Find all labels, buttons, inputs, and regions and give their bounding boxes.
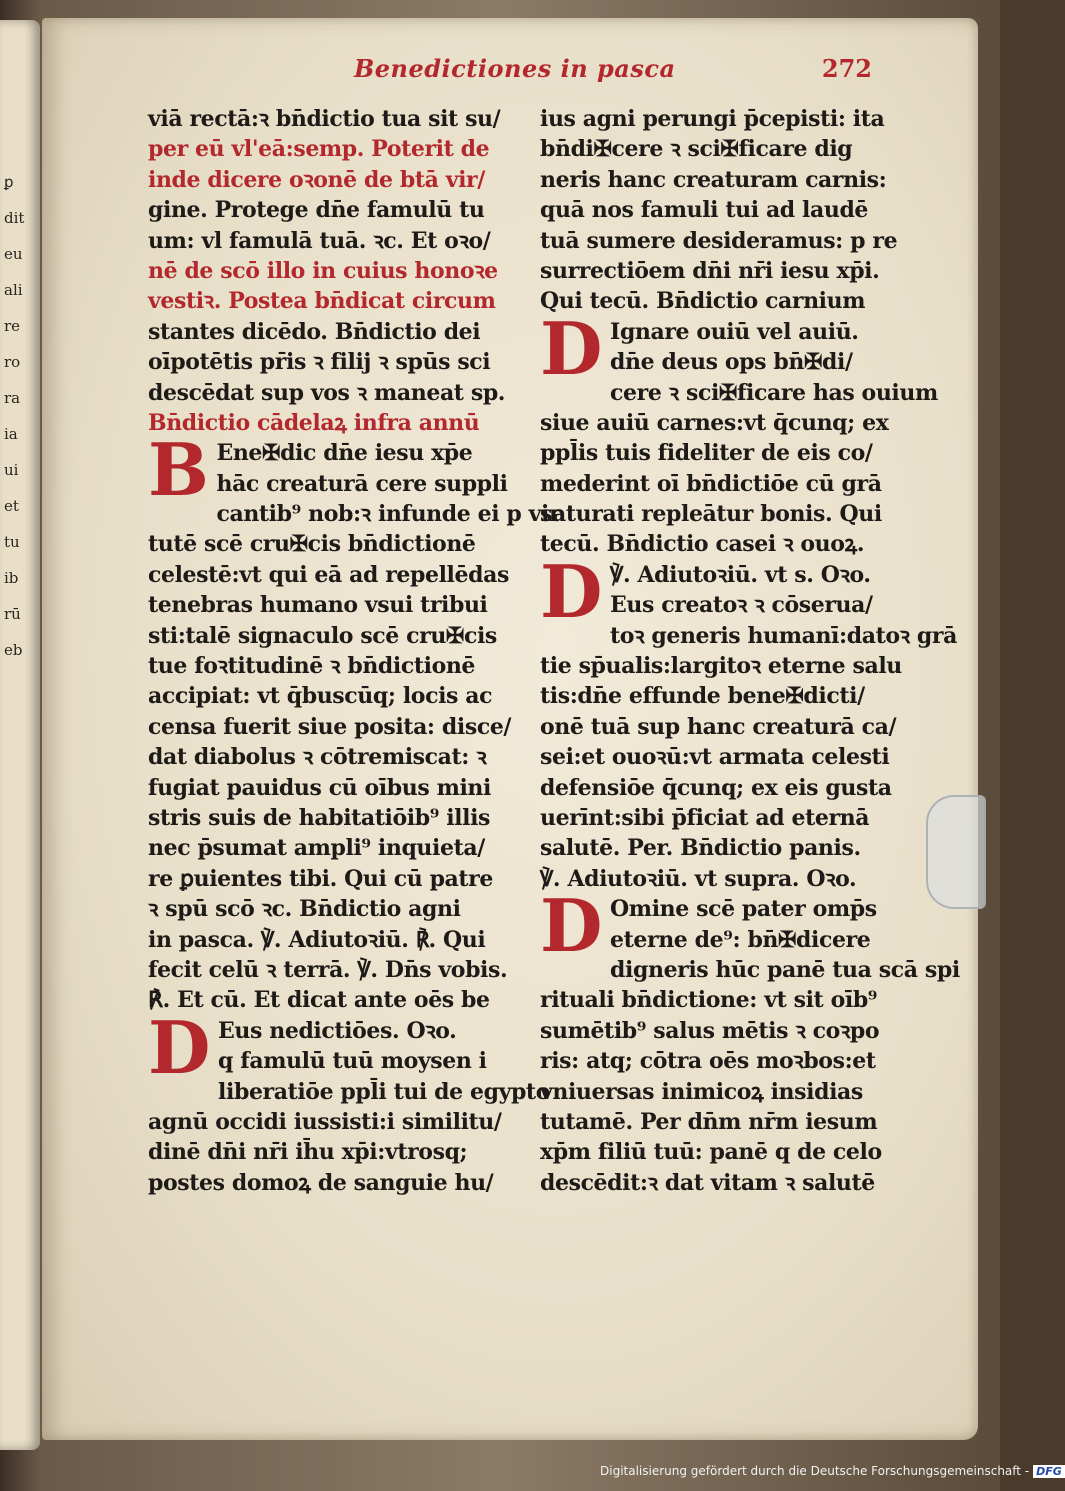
text-line: ℣. Adiutoꝛiū. vt s. Oꝛo.	[610, 561, 871, 588]
text-line: inde dicere oꝛonē de btā vir/	[148, 166, 485, 193]
page-header	[354, 50, 914, 90]
text-line: um: vl famulā tuā. ꝛc. Et oꝛo/	[148, 227, 491, 254]
text-line: eterne de⁹: bn̄✠dicere	[610, 926, 871, 953]
text-line: neris hanc creaturam carnis:	[540, 166, 887, 193]
text-line: onē tuā sup hanc creaturā ca/	[540, 713, 897, 740]
previous-page-fragment: tu	[4, 533, 20, 551]
text-line: celestē:vt qui eā ad repellēdas	[148, 561, 509, 588]
running-head: Benedictiones in pasca	[354, 54, 676, 83]
text-line: dat diabolus ꝛ cōtremiscat: ꝛ	[148, 744, 487, 771]
previous-page-fragment: et	[4, 497, 19, 515]
text-line: dinē dn̄i nr̄i ih̄u xp̄i:vtrosq;	[148, 1139, 468, 1166]
text-line: cere ꝛ sci✠ficare has ouium	[610, 379, 938, 406]
rubricated-initial: D	[540, 305, 603, 391]
text-line: tenebras humano vsui tribui	[148, 592, 488, 619]
text-line: fugiat pauidus cū oībus mini	[148, 774, 491, 801]
text-line: descēdat sup vos ꝛ maneat sp.	[148, 379, 506, 406]
previous-page-fragment: rū	[4, 605, 21, 623]
text-line: ris: atq; cōtra oēs moꝛbos:et	[540, 1048, 876, 1075]
text-line: postes domoꝝ de sanguie hu/	[148, 1169, 494, 1196]
text-line: stantes dicēdo. Bn̄dictio dei	[148, 318, 481, 345]
text-line: Qui tecū. Bn̄dictio carnium	[540, 288, 866, 315]
text-line: ius agni perungi p̄cepisti: ita	[540, 106, 885, 132]
text-line: Bn̄dictio cādelaꝝ infra annū	[148, 409, 480, 436]
text-line: toꝛ generis humanī:datoꝛ grā	[610, 622, 957, 649]
text-line: descēdit:ꝛ dat vitam ꝛ salutē	[540, 1169, 875, 1196]
text-line: salutē. Per. Bn̄dictio panis.	[540, 835, 861, 862]
text-line: tue foꝛtitudinē ꝛ bn̄dictionē	[148, 653, 476, 680]
text-line: nec p̄sumat ampli⁹ inquieta/	[148, 835, 485, 862]
text-line: rituali bn̄dictione: vt sit oīb⁹	[540, 987, 878, 1014]
page-clip	[926, 795, 986, 909]
previous-page-fragment: re	[4, 317, 21, 335]
text-line: gine. Protege dn̄e famulū tu	[148, 197, 485, 224]
text-line: cantib⁹ nob:ꝛ infunde ei p vir	[216, 501, 561, 528]
text-line: sei:et ouoꝛū:vt armata celesti	[540, 744, 890, 771]
previous-page-fragment: ra	[4, 389, 21, 407]
text-line: tie sp̄ualis:largitoꝛ eterne salu	[540, 653, 902, 680]
text-line: saturati repleātur bonis. Qui	[540, 501, 882, 528]
text-line: nē de scō illo in cuius honoꝛe	[148, 257, 498, 284]
text-line: xp̄m filiū tuū: panē q de celo	[540, 1139, 882, 1166]
rubricated-initial: D	[148, 1004, 211, 1090]
text-line: censa fuerit siue posita: disce/	[148, 713, 512, 740]
text-line: Ene✠dic dn̄e iesu xp̄e	[216, 440, 473, 467]
previous-page-fragment: ꝑ	[4, 173, 14, 191]
previous-page-fragment: dit	[4, 209, 25, 227]
rubricated-initial: D	[540, 883, 603, 969]
previous-page-fragment: eu	[4, 245, 23, 263]
text-line: surrectiōem dn̄i nr̄i iesu xp̄i.	[540, 257, 880, 284]
text-line: Eus creatoꝛ ꝛ cōserua/	[610, 592, 873, 619]
text-line: sumētib⁹ salus mētis ꝛ coꝛpo	[540, 1017, 880, 1044]
text-line: vniuersas inimicoꝝ insidias	[540, 1078, 863, 1105]
text-line: quā nos famuli tui ad laudē	[540, 197, 869, 224]
text-line: oīpotētis pr̄is ꝛ filij ꝛ spūs sci	[148, 349, 491, 376]
right-text-column	[540, 104, 960, 1198]
rubricated-initial: D	[540, 548, 603, 634]
previous-page-fragment: ali	[4, 281, 23, 299]
left-text-column	[148, 104, 561, 1198]
folio-number: 272	[821, 54, 872, 83]
text-line: viā rectā:ꝛ bn̄dictio tua sit su/	[148, 106, 501, 132]
text-line: tis:dn̄e effunde bene✠dicti/	[540, 683, 865, 710]
previous-page-fragment: eb	[4, 641, 23, 659]
digitization-credit	[600, 1464, 1062, 1484]
text-line: digneris hūc panē tua scā spi	[610, 956, 960, 983]
previous-page-fragment: ia	[4, 425, 18, 443]
text-line: liberatiōe ppl̄i tui de egypto	[218, 1078, 550, 1105]
text-line: tecū. Bn̄dictio casei ꝛ ouoꝝ.	[540, 531, 865, 558]
rubricated-initial: B	[148, 427, 209, 513]
text-line: mederint oī bn̄dictiōe cū grā	[540, 470, 882, 497]
text-line: sti:talē signaculo scē cru✠cis	[148, 622, 497, 649]
text-line: ℣. Adiutoꝛiū. vt supra. Oꝛo.	[540, 865, 857, 892]
text-line: per eū vl'eā:semp. Poterit de	[148, 136, 490, 163]
text-line: uerīnt:sibi p̄ficiat ad eternā	[540, 804, 870, 831]
previous-page-fragment: ui	[4, 461, 19, 479]
text-line: in pasca. ℣. Adiutoꝛiū. ℟. Qui	[148, 926, 486, 953]
previous-page-fragment: ib	[4, 569, 19, 587]
credit-text: Digitalisierung gefördert durch die Deutsche Forschungsgemeinschaft -	[600, 1464, 1030, 1478]
text-line: defensiōe q̄cunq; ex eis gusta	[540, 774, 892, 801]
text-line: bn̄di✠cere ꝛ sci✠ficare dig	[540, 136, 853, 163]
text-line: tuā sumere desideramus: p re	[540, 227, 898, 254]
text-line: re ꝑuientes tibi. Qui cū patre	[148, 865, 493, 892]
text-line: vestiꝛ. Postea bn̄dicat circum	[148, 288, 496, 315]
text-line: Eus nedictiōes. Oꝛo.	[218, 1017, 457, 1044]
text-line: q famulū tuū moysen i	[218, 1048, 487, 1075]
text-line: Ignare ouiū vel auiū.	[610, 318, 859, 345]
text-line: tutē scē cru✠cis bn̄dictionē	[148, 531, 476, 558]
text-line: tutamē. Per dn̄m nr̄m iesum	[540, 1108, 878, 1135]
text-line: ꝛ spū scō ꝛc. Bn̄dictio agni	[148, 896, 461, 923]
text-line: agnū occidi iussisti:i similitu/	[148, 1108, 502, 1135]
text-line: Omine scē pater omp̄s	[610, 896, 877, 923]
previous-page-edge	[0, 20, 40, 1450]
previous-page-fragment: ro	[4, 353, 21, 371]
text-line: siue auiū carnes:vt q̄cunq; ex	[540, 409, 889, 436]
text-line: ppl̄is tuis fideliter de eis co/	[540, 440, 873, 467]
text-line: hāc creaturā cere suppli	[216, 470, 508, 497]
text-line: ℟. Et cū. Et dicat ante oēs be	[148, 987, 490, 1014]
dfg-logo: DFG	[1033, 1465, 1065, 1478]
text-line: dn̄e deus ops bn̄✠di/	[610, 349, 853, 376]
text-line: accipiat: vt q̄buscūq; locis ac	[148, 683, 493, 710]
text-line: fecit celū ꝛ terrā. ℣. Dn̄s vobis.	[148, 956, 508, 983]
text-line: stris suis de habitatiōib⁹ illis	[148, 804, 491, 831]
